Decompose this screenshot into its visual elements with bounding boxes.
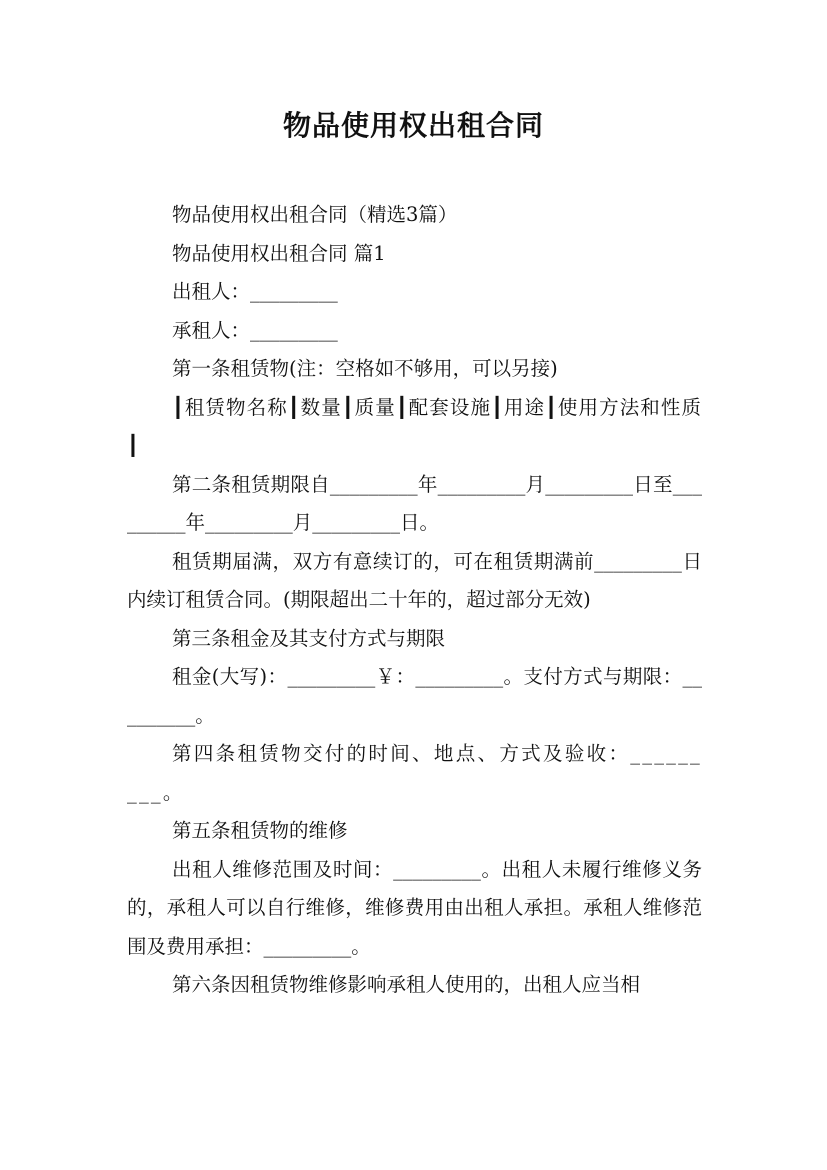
page-title: 物品使用权出租合同 [282,109,544,142]
paragraph-article-2: 第二条租赁期限自_________年_________月_________日至_________年_________月_________日。 [127,472,702,534]
paragraph-rent: 租金(大写)：_________￥：_________。支付方式与期限：_________。 [127,665,702,727]
paragraph-maintenance: 出租人维修范围及时间：_________。出租人未履行维修义务的，承租人可以自行维修，维修费用由出租人承担。承租人维修范围及费用承担：_________。 [127,857,702,958]
paragraph-article-4: 第四条租赁物交付的时间、地点、方式及验收：_________。 [127,742,702,804]
paragraph-article-5: 第五条租赁物的维修 [172,819,348,842]
paragraph-article-6: 第六条因租赁物维修影响承租人使用的，出租人应当相 [172,973,641,996]
paragraph-article-1: 第一条租赁物(注：空格如不够用，可以另接) [172,357,558,380]
paragraph-lessee: 承租人：_________ [172,318,338,342]
document-body [127,196,702,1005]
paragraph-lessor: 出租人：_________ [172,280,338,303]
paragraph-article-3: 第三条租金及其支付方式与期限 [172,626,446,650]
paragraph-part-heading: 物品使用权出租合同 篇1 [172,241,386,265]
paragraph-item-table: ┃租赁物名称┃数量┃质量┃配套设施┃用途┃使用方法和性质┃ [127,395,702,457]
paragraph-renewal: 租赁期届满，双方有意续订的，可在租赁期满前_________日内续订租赁合同。(期限超出二十年的，超过部分无效) [127,549,702,611]
paragraph-subtitle: 物品使用权出租合同（精选3篇） [172,203,458,226]
